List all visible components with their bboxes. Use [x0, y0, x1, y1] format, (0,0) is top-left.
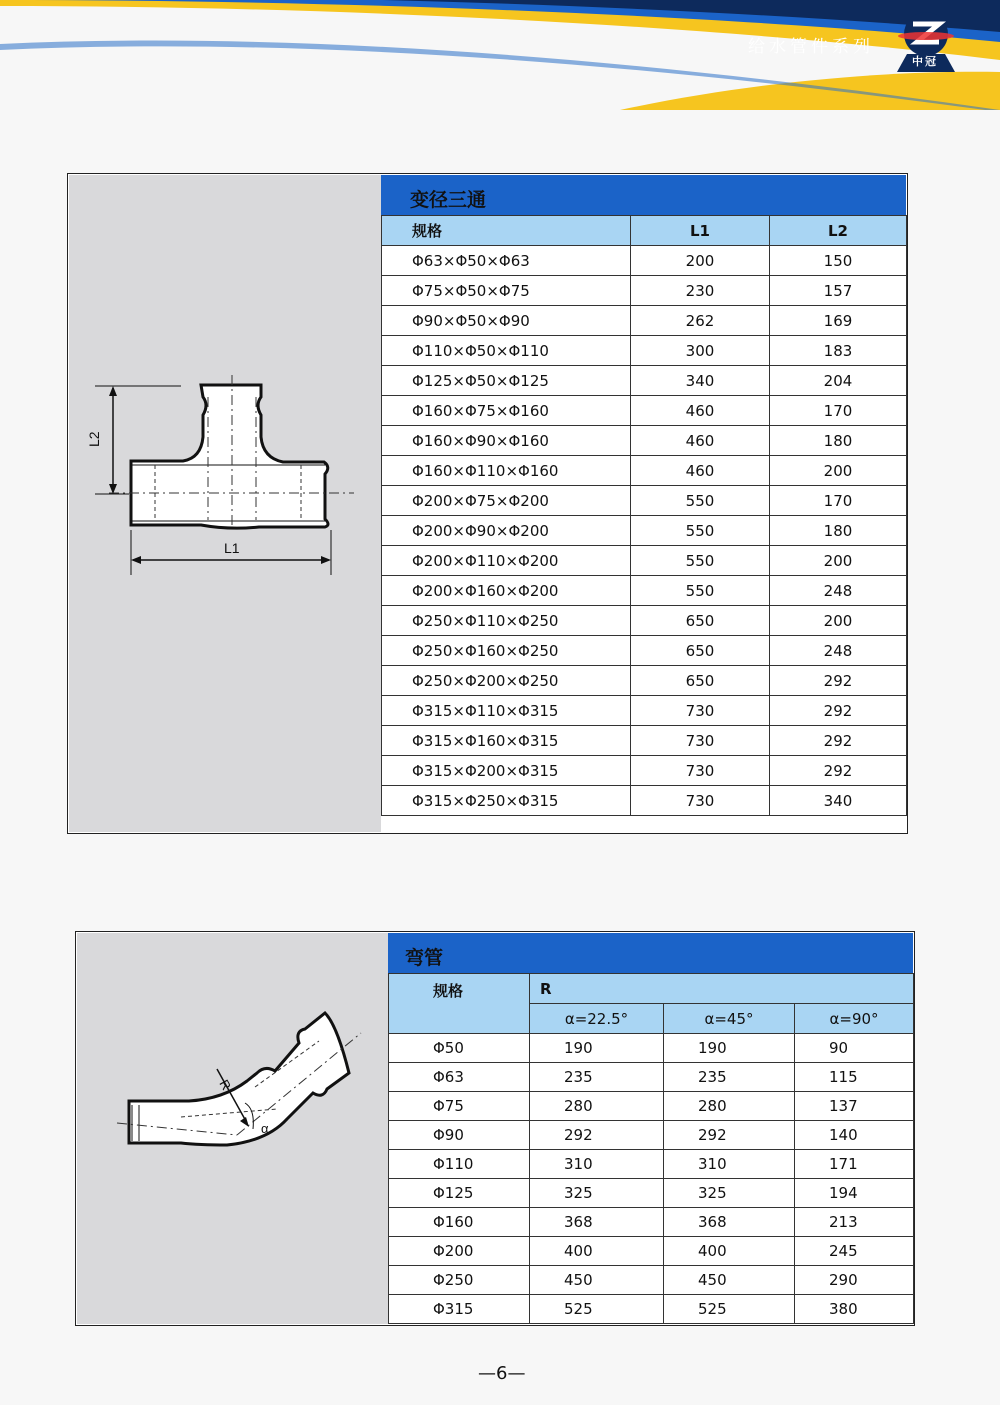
- spec-cell: Φ90: [389, 1121, 530, 1150]
- spec-cell: Φ200×Φ160×Φ200: [382, 576, 631, 606]
- radius-cell: 235: [664, 1063, 795, 1092]
- radius-cell: 380: [795, 1295, 914, 1324]
- table-row: [382, 726, 907, 756]
- table-row: [382, 546, 907, 576]
- tee-header-l1: L1: [631, 216, 770, 246]
- label-l2: L2: [86, 431, 102, 447]
- l2-cell: 292: [770, 726, 907, 756]
- spec-cell: Φ125×Φ50×Φ125: [382, 366, 631, 396]
- logo-text: 中冠: [912, 55, 938, 68]
- radius-cell: 190: [664, 1034, 795, 1063]
- table-row: [389, 1237, 914, 1266]
- table-row: [382, 606, 907, 636]
- label-alpha: α: [261, 1121, 269, 1136]
- table-row: [382, 336, 907, 366]
- radius-cell: 525: [530, 1295, 664, 1324]
- radius-cell: 194: [795, 1179, 914, 1208]
- l1-cell: 262: [631, 306, 770, 336]
- l2-cell: 292: [770, 756, 907, 786]
- radius-cell: 292: [664, 1121, 795, 1150]
- l1-cell: 460: [631, 396, 770, 426]
- tee-header-l2: L2: [770, 216, 907, 246]
- radius-cell: 90: [795, 1034, 914, 1063]
- angle-22-5: α=22.5°: [530, 1004, 664, 1034]
- l1-cell: 550: [631, 486, 770, 516]
- spec-cell: Φ90×Φ50×Φ90: [382, 306, 631, 336]
- table-row: [389, 1034, 914, 1063]
- table-row: [382, 426, 907, 456]
- l1-cell: 730: [631, 786, 770, 816]
- table-row: [382, 366, 907, 396]
- spec-cell: Φ315×Φ110×Φ315: [382, 696, 631, 726]
- table-row: [382, 636, 907, 666]
- table-row: [382, 486, 907, 516]
- spec-cell: Φ250×Φ200×Φ250: [382, 666, 631, 696]
- elbow-title-bar: [388, 933, 913, 973]
- l2-cell: 340: [770, 786, 907, 816]
- label-r: R: [216, 1077, 235, 1093]
- spec-cell: Φ200×Φ90×Φ200: [382, 516, 631, 546]
- l1-cell: 300: [631, 336, 770, 366]
- l1-cell: 460: [631, 456, 770, 486]
- l1-cell: 650: [631, 666, 770, 696]
- l2-cell: 170: [770, 396, 907, 426]
- spec-cell: Φ250×Φ110×Φ250: [382, 606, 631, 636]
- spec-cell: Φ200: [389, 1237, 530, 1266]
- l1-cell: 730: [631, 696, 770, 726]
- radius-cell: 400: [530, 1237, 664, 1266]
- spec-cell: Φ315×Φ250×Φ315: [382, 786, 631, 816]
- l2-cell: 292: [770, 696, 907, 726]
- spec-cell: Φ110×Φ50×Φ110: [382, 336, 631, 366]
- l1-cell: 650: [631, 606, 770, 636]
- spec-cell: Φ315×Φ160×Φ315: [382, 726, 631, 756]
- spec-cell: Φ75×Φ50×Φ75: [382, 276, 631, 306]
- l2-cell: 200: [770, 606, 907, 636]
- table-row: [382, 786, 907, 816]
- table-row: [389, 1092, 914, 1121]
- l1-cell: 200: [631, 246, 770, 276]
- radius-cell: 310: [664, 1150, 795, 1179]
- tee-title: 变径三通: [410, 189, 487, 211]
- radius-cell: 280: [664, 1092, 795, 1121]
- l2-cell: 170: [770, 486, 907, 516]
- l2-cell: 180: [770, 426, 907, 456]
- table-row: [389, 1295, 914, 1324]
- l1-cell: 230: [631, 276, 770, 306]
- elbow-header-row: [389, 974, 914, 1004]
- radius-cell: 368: [664, 1208, 795, 1237]
- l2-cell: 200: [770, 456, 907, 486]
- elbow-table: [388, 973, 914, 1324]
- spec-cell: Φ125: [389, 1179, 530, 1208]
- l1-cell: 550: [631, 516, 770, 546]
- elbow-header-r: R: [530, 974, 914, 1004]
- spec-cell: Φ160×Φ110×Φ160: [382, 456, 631, 486]
- spec-cell: Φ315: [389, 1295, 530, 1324]
- radius-cell: 171: [795, 1150, 914, 1179]
- radius-cell: 292: [530, 1121, 664, 1150]
- radius-cell: 325: [530, 1179, 664, 1208]
- l2-cell: 248: [770, 636, 907, 666]
- radius-cell: 140: [795, 1121, 914, 1150]
- elbow-header-spec: 规格: [389, 974, 530, 1034]
- l2-cell: 169: [770, 306, 907, 336]
- l2-cell: 204: [770, 366, 907, 396]
- angle-45: α=45°: [664, 1004, 795, 1034]
- table-row: [389, 1208, 914, 1237]
- spec-cell: Φ63: [389, 1063, 530, 1092]
- radius-cell: 525: [664, 1295, 795, 1324]
- table-row: [389, 1121, 914, 1150]
- radius-cell: 190: [530, 1034, 664, 1063]
- l1-cell: 340: [631, 366, 770, 396]
- radius-cell: 400: [664, 1237, 795, 1266]
- tee-table: [381, 215, 907, 816]
- radius-cell: 115: [795, 1063, 914, 1092]
- l2-cell: 157: [770, 276, 907, 306]
- radius-cell: 368: [530, 1208, 664, 1237]
- spec-cell: Φ200×Φ110×Φ200: [382, 546, 631, 576]
- radius-cell: 290: [795, 1266, 914, 1295]
- radius-cell: 450: [530, 1266, 664, 1295]
- radius-cell: 280: [530, 1092, 664, 1121]
- radius-cell: 325: [664, 1179, 795, 1208]
- l1-cell: 650: [631, 636, 770, 666]
- tee-header-spec: 规格: [382, 216, 631, 246]
- table-row: [389, 1179, 914, 1208]
- l1-cell: 460: [631, 426, 770, 456]
- elbow-title: 弯管: [405, 947, 444, 969]
- table-row: [382, 516, 907, 546]
- label-l1: L1: [224, 540, 240, 556]
- table-row: [389, 1266, 914, 1295]
- table-row: [382, 246, 907, 276]
- table-row: [382, 276, 907, 306]
- table-row: [382, 576, 907, 606]
- angle-90: α=90°: [795, 1004, 914, 1034]
- l1-cell: 730: [631, 726, 770, 756]
- radius-cell: 245: [795, 1237, 914, 1266]
- elbow-diagram: [77, 933, 388, 1324]
- radius-cell: 213: [795, 1208, 914, 1237]
- table-row: [389, 1150, 914, 1179]
- page-number: —6—: [478, 1363, 526, 1384]
- spec-cell: Φ160: [389, 1208, 530, 1237]
- spec-cell: Φ315×Φ200×Φ315: [382, 756, 631, 786]
- radius-cell: 235: [530, 1063, 664, 1092]
- table-row: [389, 1063, 914, 1092]
- spec-cell: Φ110: [389, 1150, 530, 1179]
- table-row: [382, 306, 907, 336]
- table-row: [382, 696, 907, 726]
- radius-cell: 137: [795, 1092, 914, 1121]
- l1-cell: 730: [631, 756, 770, 786]
- spec-cell: Φ250×Φ160×Φ250: [382, 636, 631, 666]
- l2-cell: 292: [770, 666, 907, 696]
- spec-cell: Φ50: [389, 1034, 530, 1063]
- l2-cell: 183: [770, 336, 907, 366]
- l2-cell: 200: [770, 546, 907, 576]
- table-row: [382, 756, 907, 786]
- spec-cell: Φ75: [389, 1092, 530, 1121]
- spec-cell: Φ160×Φ75×Φ160: [382, 396, 631, 426]
- spec-cell: Φ250: [389, 1266, 530, 1295]
- table-row: [382, 456, 907, 486]
- tee-diagram: [69, 175, 381, 832]
- l1-cell: 550: [631, 576, 770, 606]
- series-title: 给水管件系列: [748, 37, 874, 57]
- l1-cell: 550: [631, 546, 770, 576]
- l2-cell: 150: [770, 246, 907, 276]
- radius-cell: 450: [664, 1266, 795, 1295]
- spec-cell: Φ160×Φ90×Φ160: [382, 426, 631, 456]
- l2-cell: 248: [770, 576, 907, 606]
- table-row: [382, 396, 907, 426]
- spec-cell: Φ200×Φ75×Φ200: [382, 486, 631, 516]
- radius-cell: 310: [530, 1150, 664, 1179]
- spec-cell: Φ63×Φ50×Φ63: [382, 246, 631, 276]
- l2-cell: 180: [770, 516, 907, 546]
- table-row: [382, 666, 907, 696]
- tee-header-row: [382, 216, 907, 246]
